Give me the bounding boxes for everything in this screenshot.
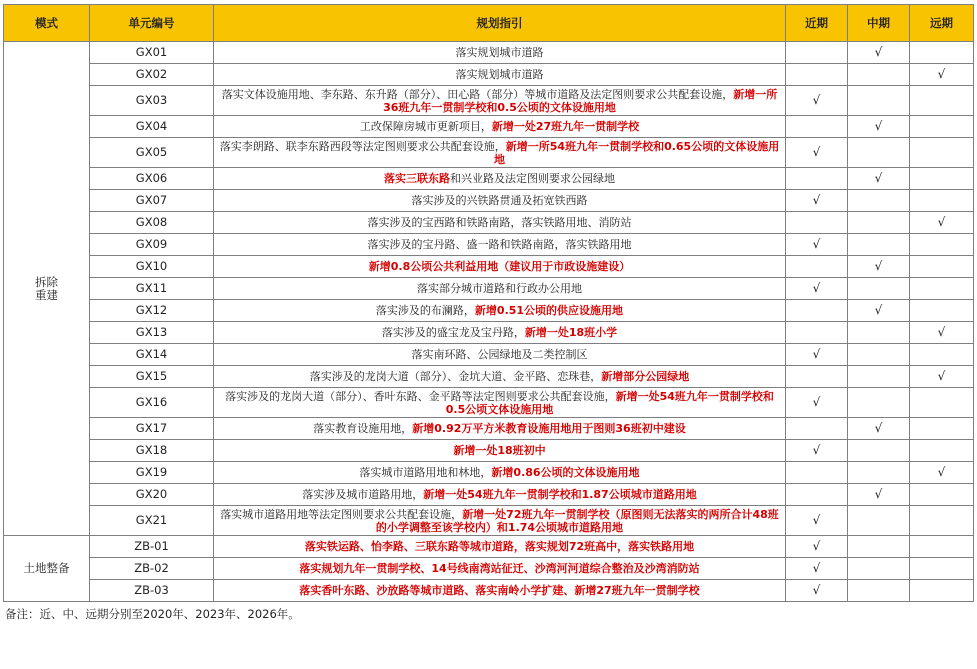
- planning-guide-cell: [214, 580, 786, 602]
- unit-code-cell: ZB-01: [90, 536, 214, 558]
- table-row: [4, 388, 974, 418]
- mid-term-cell: [848, 42, 910, 64]
- planning-guide-cell: [214, 64, 786, 86]
- guide-text: 落实涉及的宝丹路、盛一路和铁路南路，落实铁路用地: [367, 238, 632, 251]
- header-long-term: 远期: [910, 5, 974, 42]
- near-term-cell: [786, 418, 848, 440]
- far-term-cell: [910, 366, 974, 388]
- near-term-cell: [786, 116, 848, 138]
- check-mark-icon: √: [937, 325, 946, 339]
- mode-cell: [4, 42, 90, 536]
- planning-guide-cell: [214, 300, 786, 322]
- near-term-cell: [786, 234, 848, 256]
- check-mark-icon: √: [937, 369, 946, 383]
- check-mark-icon: √: [937, 215, 946, 229]
- mid-term-cell: [848, 440, 910, 462]
- guide-text-highlight: 新增一所36班九年一贯制学校和0.5公顷的文体设施用地: [383, 87, 778, 114]
- unit-code-cell: GX14: [90, 344, 214, 366]
- unit-code-cell: GX03: [90, 86, 214, 116]
- check-mark-icon: √: [874, 171, 883, 185]
- planning-guide-cell: [214, 344, 786, 366]
- guide-text: 落实城市道路用地等法定图则要求公共配套设施，: [220, 507, 463, 521]
- header-unit-code: 单元编号: [90, 5, 214, 42]
- check-mark-icon: √: [937, 67, 946, 81]
- table-row: [4, 418, 974, 440]
- near-term-cell: [786, 300, 848, 322]
- table-row: [4, 278, 974, 300]
- guide-text: 落实涉及的盛宝龙及宝丹路，: [381, 326, 525, 339]
- table-row: [4, 256, 974, 278]
- near-term-cell: [786, 138, 848, 168]
- planning-guide-cell: [214, 418, 786, 440]
- mid-term-cell: [848, 190, 910, 212]
- planning-table-container: [3, 4, 973, 622]
- guide-text-highlight: 新增一处72班九年一贯制学校（原图则无法落实的两所合计48班的小学调整至该学校内）和1.74公顷城市道路用地: [375, 507, 779, 534]
- planning-guide-cell: [214, 138, 786, 168]
- mode-label-line: 拆除: [35, 274, 58, 289]
- check-mark-icon: √: [937, 465, 946, 479]
- mid-term-cell: [848, 580, 910, 602]
- check-mark-icon: √: [812, 145, 821, 159]
- unit-code-cell: GX11: [90, 278, 214, 300]
- check-mark-icon: √: [812, 583, 821, 597]
- near-term-cell: [786, 322, 848, 344]
- far-term-cell: [910, 64, 974, 86]
- guide-text: 落实文体设施用地、李东路、东升路（部分）、田心路（部分）等城市道路及法定图则要求公共配套设施，: [221, 87, 734, 101]
- planning-guide-cell: [214, 366, 786, 388]
- table-row: [4, 300, 974, 322]
- planning-guide-cell: [214, 42, 786, 64]
- guide-text-highlight: 新增一处54班九年一贯制学校和1.87公顷城市道路用地: [423, 488, 697, 501]
- unit-code-cell: GX07: [90, 190, 214, 212]
- far-term-cell: [910, 300, 974, 322]
- mid-term-cell: [848, 212, 910, 234]
- guide-text-highlight: 落实三联东路: [384, 172, 450, 185]
- check-mark-icon: √: [874, 303, 883, 317]
- unit-code-cell: GX21: [90, 506, 214, 536]
- far-term-cell: [910, 42, 974, 64]
- far-term-cell: [910, 256, 974, 278]
- mid-term-cell: [848, 484, 910, 506]
- check-mark-icon: √: [874, 487, 883, 501]
- guide-text: 落实李朗路、联李东路西段等法定图则要求公共配套设施，: [219, 139, 506, 153]
- table-row: [4, 86, 974, 116]
- header-mode: 模式: [4, 5, 90, 42]
- far-term-cell: [910, 440, 974, 462]
- table-row: [4, 366, 974, 388]
- mid-term-cell: [848, 300, 910, 322]
- guide-text: 和兴业路及法定图则要求公园绿地: [450, 172, 615, 185]
- guide-text: 落实涉及的兴铁路贯通及拓宽铁西路: [411, 194, 588, 207]
- check-mark-icon: √: [874, 119, 883, 133]
- table-body: [4, 42, 974, 602]
- near-term-cell: [786, 558, 848, 580]
- mid-term-cell: [848, 462, 910, 484]
- guide-text-highlight: 新增一处54班九年一贯制学校和0.5公顷文体设施用地: [445, 389, 774, 416]
- guide-text-highlight: 新增一所54班九年一贯制学校和0.65公顷的文体设施用地: [494, 139, 780, 166]
- far-term-cell: [910, 388, 974, 418]
- planning-guide-cell: [214, 212, 786, 234]
- mid-term-cell: [848, 86, 910, 116]
- guide-text-highlight: 新增一处18班初中: [453, 444, 546, 457]
- check-mark-icon: √: [812, 193, 821, 207]
- guide-text: 落实涉及的宝西路和铁路南路，落实铁路用地、消防站: [367, 216, 632, 229]
- mode-label-line: 土地整备: [23, 561, 70, 575]
- unit-code-cell: GX04: [90, 116, 214, 138]
- header-planning-guide: 规划指引: [214, 5, 786, 42]
- footnote: 备注：近、中、远期分别至2020年、2023年、2026年。: [5, 607, 300, 621]
- near-term-cell: [786, 388, 848, 418]
- guide-text-highlight: 新增部分公园绿地: [601, 370, 690, 383]
- unit-code-cell: GX12: [90, 300, 214, 322]
- near-term-cell: [786, 462, 848, 484]
- far-term-cell: [910, 86, 974, 116]
- unit-code-cell: GX18: [90, 440, 214, 462]
- mid-term-cell: [848, 234, 910, 256]
- table-row: [4, 558, 974, 580]
- table-row: [4, 116, 974, 138]
- far-term-cell: [910, 212, 974, 234]
- check-mark-icon: √: [812, 513, 821, 527]
- near-term-cell: [786, 366, 848, 388]
- planning-guide-cell: [214, 86, 786, 116]
- check-mark-icon: √: [812, 539, 821, 553]
- near-term-cell: [786, 536, 848, 558]
- far-term-cell: [910, 190, 974, 212]
- mid-term-cell: [848, 506, 910, 536]
- table-row: [4, 42, 974, 64]
- planning-guide-cell: [214, 484, 786, 506]
- guide-text: 落实涉及的龙岗大道（部分）、香叶东路、金平路等法定图则要求公共配套设施，: [225, 389, 616, 403]
- guide-text: 工改保障房城市更新项目，: [359, 120, 492, 133]
- mid-term-cell: [848, 388, 910, 418]
- check-mark-icon: √: [874, 45, 883, 59]
- guide-text: 落实南环路、公园绿地及二类控制区: [411, 348, 588, 361]
- planning-guide-cell: [214, 116, 786, 138]
- near-term-cell: [786, 484, 848, 506]
- check-mark-icon: √: [874, 421, 883, 435]
- guide-text-highlight: 新增0.8公顷公共利益用地（建议用于市政设施建设）: [368, 260, 631, 273]
- guide-text-highlight: 新增0.86公顷的文体设施用地: [491, 466, 640, 479]
- mid-term-cell: [848, 256, 910, 278]
- far-term-cell: [910, 558, 974, 580]
- unit-code-cell: GX08: [90, 212, 214, 234]
- far-term-cell: [910, 168, 974, 190]
- header-mid-term: 中期: [848, 5, 910, 42]
- near-term-cell: [786, 64, 848, 86]
- mid-term-cell: [848, 322, 910, 344]
- near-term-cell: [786, 256, 848, 278]
- mid-term-cell: [848, 278, 910, 300]
- table-row: [4, 440, 974, 462]
- unit-code-cell: GX02: [90, 64, 214, 86]
- guide-text-highlight: 新增一处27班九年一贯制学校: [491, 120, 640, 133]
- near-term-cell: [786, 86, 848, 116]
- guide-text: 落实教育设施用地，: [313, 422, 413, 435]
- far-term-cell: [910, 344, 974, 366]
- table-row: [4, 484, 974, 506]
- table-row: [4, 64, 974, 86]
- unit-code-cell: GX06: [90, 168, 214, 190]
- far-term-cell: [910, 116, 974, 138]
- far-term-cell: [910, 138, 974, 168]
- mid-term-cell: [848, 116, 910, 138]
- far-term-cell: [910, 278, 974, 300]
- mid-term-cell: [848, 536, 910, 558]
- far-term-cell: [910, 322, 974, 344]
- mid-term-cell: [848, 366, 910, 388]
- check-mark-icon: √: [812, 395, 821, 409]
- planning-guide-cell: [214, 440, 786, 462]
- near-term-cell: [786, 278, 848, 300]
- guide-text: 落实部分城市道路和行政办公用地: [417, 282, 582, 295]
- table-row: [4, 234, 974, 256]
- unit-code-cell: GX19: [90, 462, 214, 484]
- unit-code-cell: GX01: [90, 42, 214, 64]
- near-term-cell: [786, 344, 848, 366]
- guide-text: 落实规划城市道路: [455, 46, 544, 59]
- guide-text: 落实涉及的龙岗大道（部分）、金坑大道、金平路、恋珠巷，: [309, 370, 602, 383]
- check-mark-icon: √: [812, 93, 821, 107]
- guide-text-highlight: 新增0.51公顷的供应设施用地: [474, 304, 624, 317]
- planning-guide-cell: [214, 388, 786, 418]
- near-term-cell: [786, 168, 848, 190]
- far-term-cell: [910, 418, 974, 440]
- table-row: [4, 322, 974, 344]
- far-term-cell: [910, 580, 974, 602]
- table-row: [4, 212, 974, 234]
- guide-text-highlight: 落实规划九年一贯制学校、14号线南湾站征迁、沙湾河河道综合整治及沙湾消防站: [299, 562, 700, 575]
- guide-text-highlight: 落实铁运路、怡李路、三联东路等城市道路，落实规划72班高中，落实铁路用地: [304, 540, 695, 553]
- guide-text-highlight: 落实香叶东路、沙放路等城市道路、落实南岭小学扩建、新增27班九年一贯制学校: [299, 584, 700, 597]
- unit-code-cell: GX17: [90, 418, 214, 440]
- check-mark-icon: √: [812, 561, 821, 575]
- guide-text: 落实涉及的布澜路，: [375, 304, 475, 317]
- unit-code-cell: GX20: [90, 484, 214, 506]
- unit-code-cell: ZB-02: [90, 558, 214, 580]
- planning-guide-cell: [214, 558, 786, 580]
- far-term-cell: [910, 462, 974, 484]
- planning-guide-cell: [214, 278, 786, 300]
- near-term-cell: [786, 190, 848, 212]
- guide-text: 落实涉及城市道路用地，: [302, 488, 424, 501]
- table-row: [4, 506, 974, 536]
- check-mark-icon: √: [812, 281, 821, 295]
- guide-text-highlight: 新增0.92万平方米教育设施用地用于图则36班初中建设: [412, 422, 686, 435]
- check-mark-icon: √: [812, 237, 821, 251]
- unit-code-cell: GX13: [90, 322, 214, 344]
- check-mark-icon: √: [812, 443, 821, 457]
- planning-guide-cell: [214, 234, 786, 256]
- unit-code-cell: GX05: [90, 138, 214, 168]
- table-row: [4, 138, 974, 168]
- guide-text: 落实城市道路用地和林地，: [359, 466, 492, 479]
- near-term-cell: [786, 42, 848, 64]
- planning-guide-cell: [214, 256, 786, 278]
- planning-guide-cell: [214, 506, 786, 536]
- guide-text: 落实规划城市道路: [455, 68, 544, 81]
- near-term-cell: [786, 440, 848, 462]
- guide-text-highlight: 新增一处18班小学: [524, 326, 618, 339]
- table-row: [4, 190, 974, 212]
- planning-guide-cell: [214, 462, 786, 484]
- planning-guide-cell: [214, 322, 786, 344]
- mid-term-cell: [848, 168, 910, 190]
- table-row: [4, 344, 974, 366]
- mid-term-cell: [848, 64, 910, 86]
- near-term-cell: [786, 212, 848, 234]
- mid-term-cell: [848, 558, 910, 580]
- planning-guide-cell: [214, 536, 786, 558]
- unit-code-cell: GX15: [90, 366, 214, 388]
- table-row: [4, 536, 974, 558]
- unit-code-cell: GX10: [90, 256, 214, 278]
- table-row: [4, 580, 974, 602]
- table-row: [4, 168, 974, 190]
- far-term-cell: [910, 484, 974, 506]
- far-term-cell: [910, 536, 974, 558]
- unit-code-cell: ZB-03: [90, 580, 214, 602]
- mid-term-cell: [848, 344, 910, 366]
- mode-label-line: 重建: [35, 287, 58, 302]
- near-term-cell: [786, 506, 848, 536]
- mode-cell: [4, 536, 90, 602]
- mid-term-cell: [848, 418, 910, 440]
- check-mark-icon: √: [874, 259, 883, 273]
- near-term-cell: [786, 580, 848, 602]
- planning-guide-cell: [214, 168, 786, 190]
- planning-guidance-table: [3, 4, 974, 602]
- far-term-cell: [910, 234, 974, 256]
- table-header-row: [4, 5, 974, 42]
- planning-guide-cell: [214, 190, 786, 212]
- mid-term-cell: [848, 138, 910, 168]
- unit-code-cell: GX16: [90, 388, 214, 418]
- check-mark-icon: √: [812, 347, 821, 361]
- far-term-cell: [910, 506, 974, 536]
- header-near-term: 近期: [786, 5, 848, 42]
- table-row: [4, 462, 974, 484]
- unit-code-cell: GX09: [90, 234, 214, 256]
